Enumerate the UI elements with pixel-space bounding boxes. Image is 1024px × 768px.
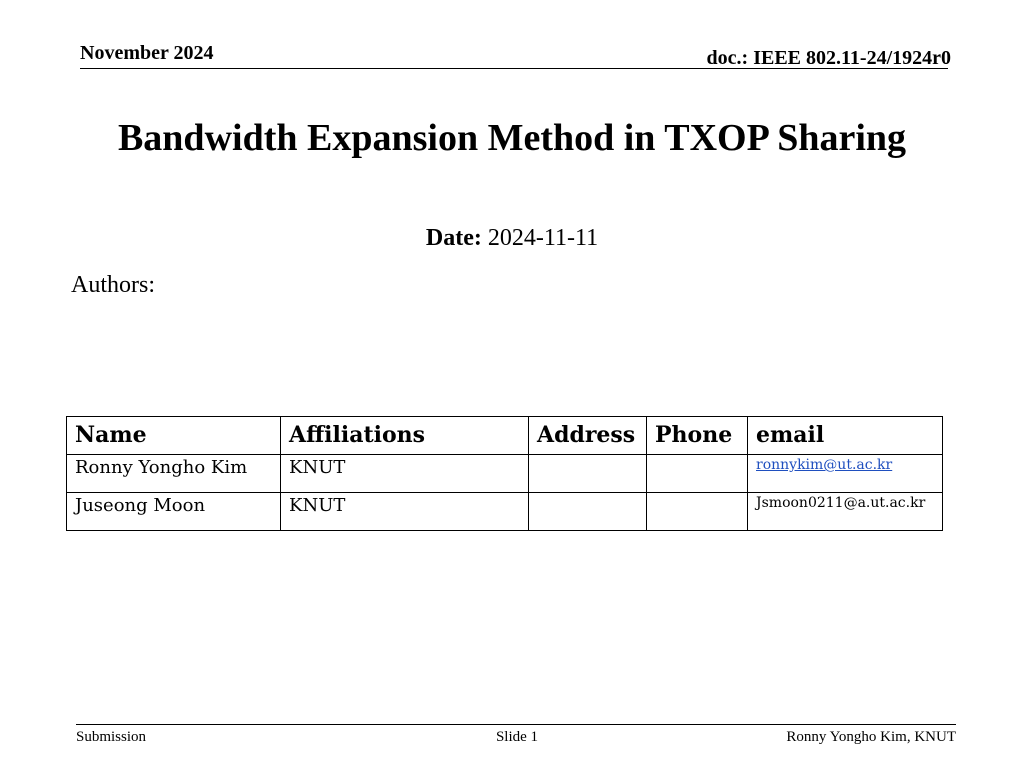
authors-table [66, 416, 943, 531]
author-address [529, 493, 647, 531]
date-line [0, 224, 1024, 252]
header-doc-id: doc.: IEEE 802.11-24/1924r0 [706, 47, 951, 69]
column-header-address: Address [529, 417, 647, 455]
author-email-link[interactable]: ronnykim@ut.ac.kr [756, 457, 893, 473]
header-date: November 2024 [80, 42, 214, 64]
author-phone [647, 493, 748, 531]
table-row [67, 493, 943, 531]
table-header-row [67, 417, 943, 455]
author-affiliation: KNUT [281, 455, 529, 493]
date-label: Date: [425, 225, 482, 251]
author-phone [647, 455, 748, 493]
header-divider [80, 68, 948, 69]
column-header-email: email [748, 417, 943, 455]
author-name: Juseong Moon [67, 493, 281, 531]
slide-title: Bandwidth Expansion Method in TXOP Sharing [117, 117, 907, 159]
author-address [529, 455, 647, 493]
author-name: Ronny Yongho Kim [67, 455, 281, 493]
author-email: Jsmoon0211@a.ut.ac.kr [748, 493, 943, 531]
authors-label: Authors: [71, 272, 155, 298]
author-email-cell [748, 455, 943, 493]
footer-submission: Submission [76, 729, 147, 745]
table-row [67, 455, 943, 493]
date-value: 2024-11-11 [487, 225, 599, 251]
footer-slide-number: Slide 1 [495, 729, 539, 745]
column-header-phone: Phone [647, 417, 748, 455]
footer-divider [76, 724, 956, 725]
column-header-affiliations: Affiliations [281, 417, 529, 455]
footer-author: Ronny Yongho Kim, KNUT [786, 729, 956, 745]
column-header-name: Name [67, 417, 281, 455]
author-affiliation: KNUT [281, 493, 529, 531]
